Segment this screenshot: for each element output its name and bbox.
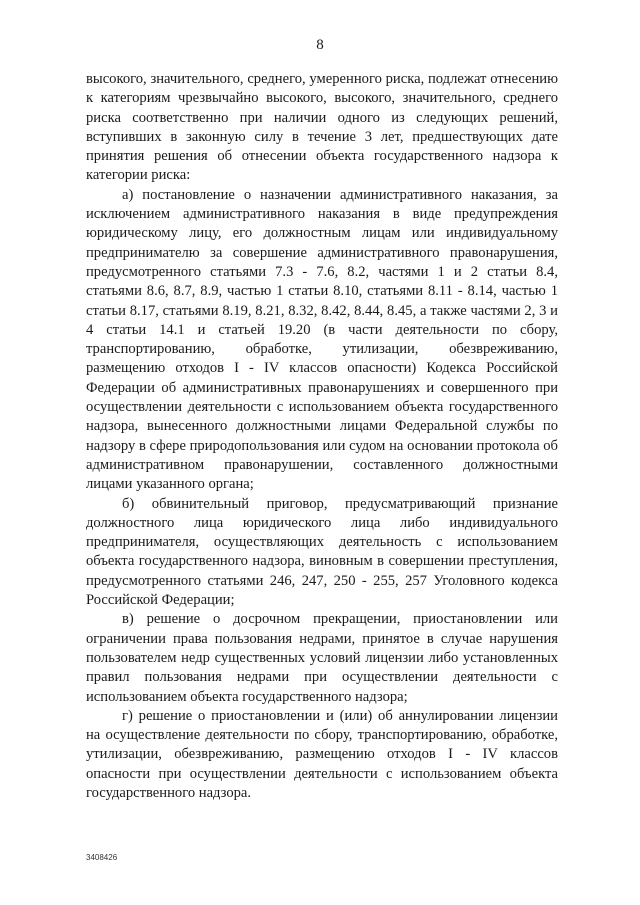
paragraph-item-g: г) решение о приостановлении и (или) об аннулировании лицензии на осуществление деятельности по сбору, транспортированию, обработке, утилизации, обезвреживанию, размещению отходов I - IV классов опасности при осуществлении деятельности с использованием объекта государственного надзора. [86,707,558,801]
paragraph-item-a: а) постановление о назначении административного наказания, за исключением административного наказания в виде предупреждения юридическому лицу, его должностным лицам или индивидуальному предпринимателю за совершение административного правонарушения, предусмотренного статьями 7.3 - 7.6, 8.2, частями 1 и 2 статьи 8.4, статьями 8.6, 8.7, 8.9, частью 1 статьи 8.10, статьями 8.11 - 8.14, частью 1 статьи 8.17, статьями 8.19, 8.21, 8.32, 8.42, 8.44, 8.45, а также частями 2, 3 и 4 статьи 14.1 и статьей 19.20 (в части деятельности по сбору, транспортированию, обработке, утилизации, обезвреживанию, размещению отходов I - IV классов опасности) Кодекса Российской Федерации об административных правонарушениях и совершенного при осуществлении деятельности с использованием объекта государственного надзора, вынесенного должностными лицами Федеральной службы по надзору в сфере природопользования или судом на основании протокола об административном правонарушении, составленного должностными лицами указанного органа; [86,186,558,493]
paragraph-intro: высокого, значительного, среднего, умеренного риска, подлежат отнесению к категориям чрезвычайно высокого, высокого, значительного, среднего риска соответственно при наличии одного из следующих решений, вступивших в законную силу в течение 3 лет, предшествующих дате принятия решения об отнесении объекта государственного надзора к категории риска: [86,71,558,184]
paragraph-item-v: в) решение о досрочном прекращении, приостановлении или ограничении права пользования недрами, принятое в случае нарушения пользователем недр существенных условий лицензии либо установленных правил пользования недрами при осуществлении деятельности с использованием объекта государственного надзора; [86,611,558,705]
document-code: 3408426 [86,853,118,862]
page-number: 8 [316,37,324,53]
paragraph-item-b: б) обвинительный приговор, предусматривающий признание должностного лица юридического лица либо индивидуального предпринимателя, осуществляющих деятельность с использованием объекта государственного надзора, виновным в совершении преступления, предусмотренного статьями 246, 247, 250 - 255, 257 Уголовного кодекса Российской Федерации; [86,495,558,609]
document-body [86,70,558,803]
